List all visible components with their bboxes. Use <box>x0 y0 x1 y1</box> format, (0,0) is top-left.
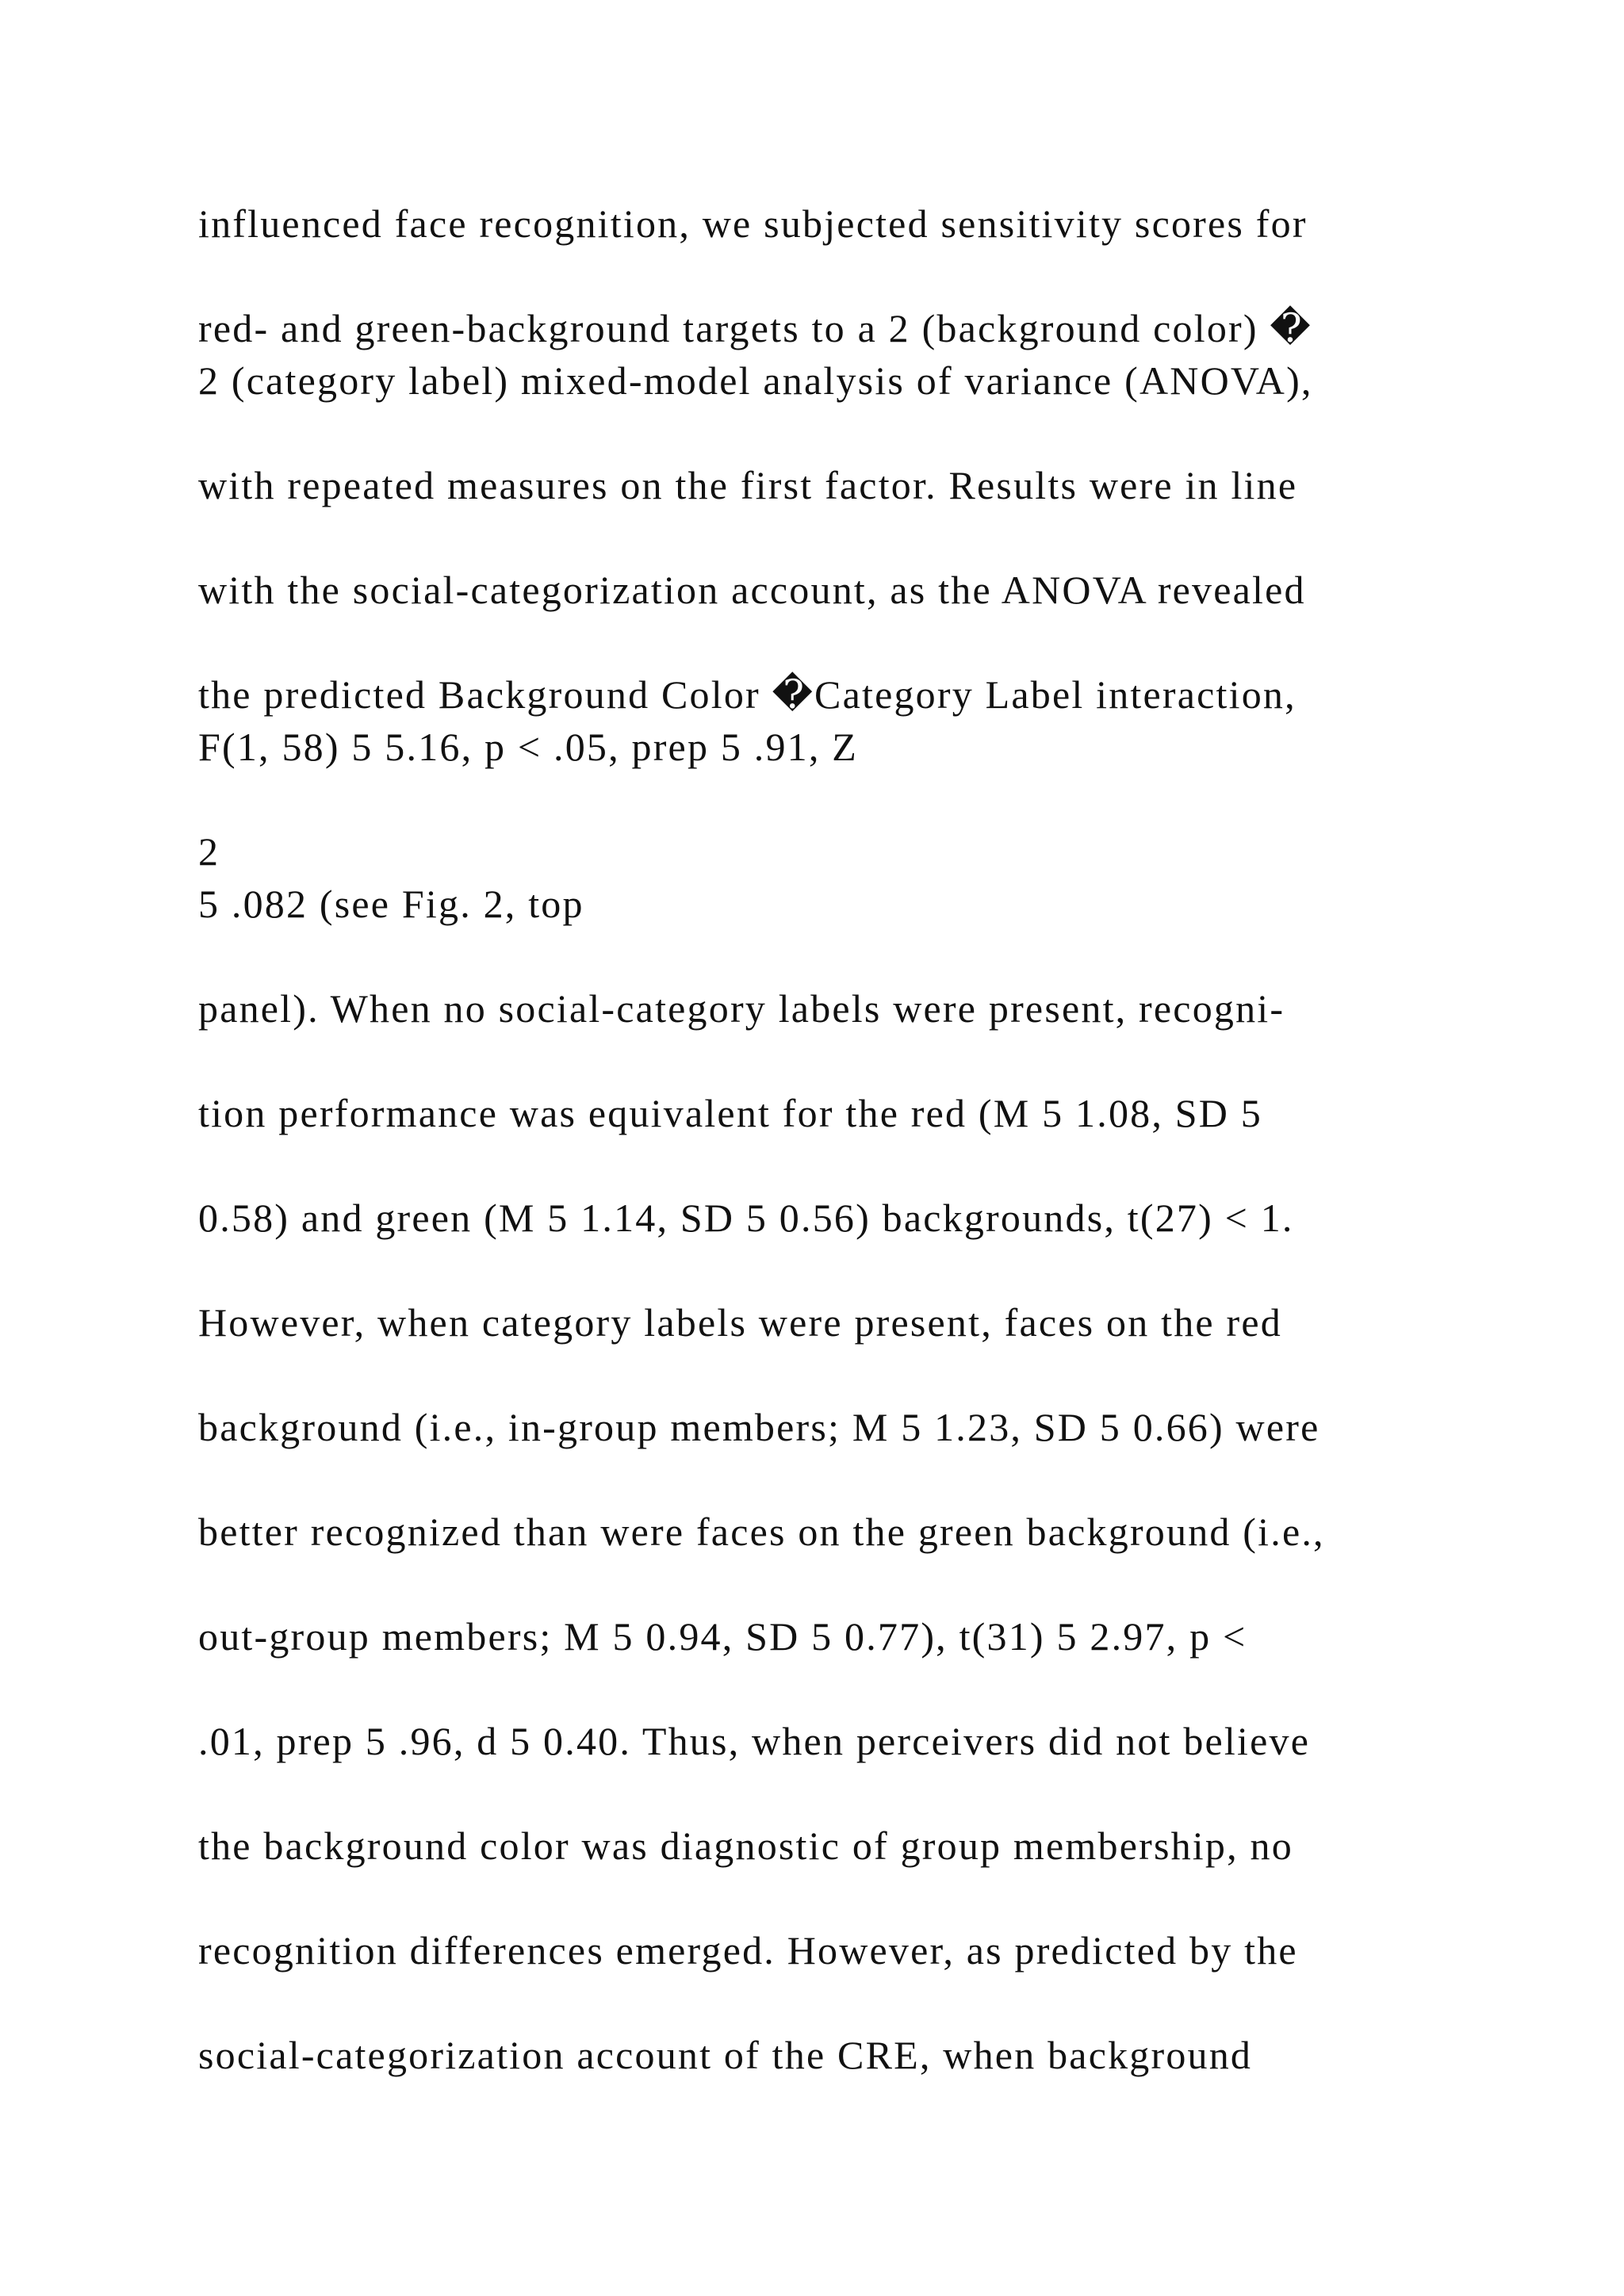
text-line-9: 5 .082 (see Fig. 2, top <box>198 882 584 926</box>
text-line-2: red- and green-background targets to a 2 (background color) � <box>198 306 1312 350</box>
text-line-16: out-group members; M 5 0.94, SD 5 0.77), t(31) 5 2.97, p < <box>198 1614 1247 1659</box>
text-line-8: 2 <box>198 829 220 874</box>
text-line-17: .01, prep 5 .96, d 5 0.40. Thus, when perceivers did not believe <box>198 1719 1311 1763</box>
text-line-20: social-categorization account of the CRE, when background <box>198 2033 1253 2077</box>
text-line-6: the predicted Background Color �Category Label interaction, <box>198 672 1297 717</box>
text-line-19: recognition differences emerged. However, as predicted by the <box>198 1928 1298 1973</box>
text-line-7: F(1, 58) 5 5.16, p < .05, prep 5 .91, Z <box>198 725 858 769</box>
text-line-3: 2 (category label) mixed-model analysis of variance (ANOVA), <box>198 358 1313 403</box>
text-line-11: tion performance was equivalent for the red (M 5 1.08, SD 5 <box>198 1091 1262 1135</box>
text-line-14: background (i.e., in-group members; M 5 1.23, SD 5 0.66) were <box>198 1405 1320 1449</box>
text-line-5: with the social-categorization account, as the ANOVA revealed <box>198 568 1306 612</box>
text-line-18: the background color was diagnostic of group membership, no <box>198 1823 1293 1868</box>
text-line-10: panel). When no social-category labels were present, recogni- <box>198 986 1285 1031</box>
text-line-12: 0.58) and green (M 5 1.14, SD 5 0.56) backgrounds, t(27) < 1. <box>198 1196 1294 1240</box>
text-line-13: However, when category labels were present, faces on the red <box>198 1300 1282 1345</box>
text-line-1: influenced face recognition, we subjected sensitivity scores for <box>198 201 1308 246</box>
text-line-15: better recognized than were faces on the green background (i.e., <box>198 1510 1325 1554</box>
text-line-4: with repeated measures on the first factor. Results were in line <box>198 463 1298 507</box>
